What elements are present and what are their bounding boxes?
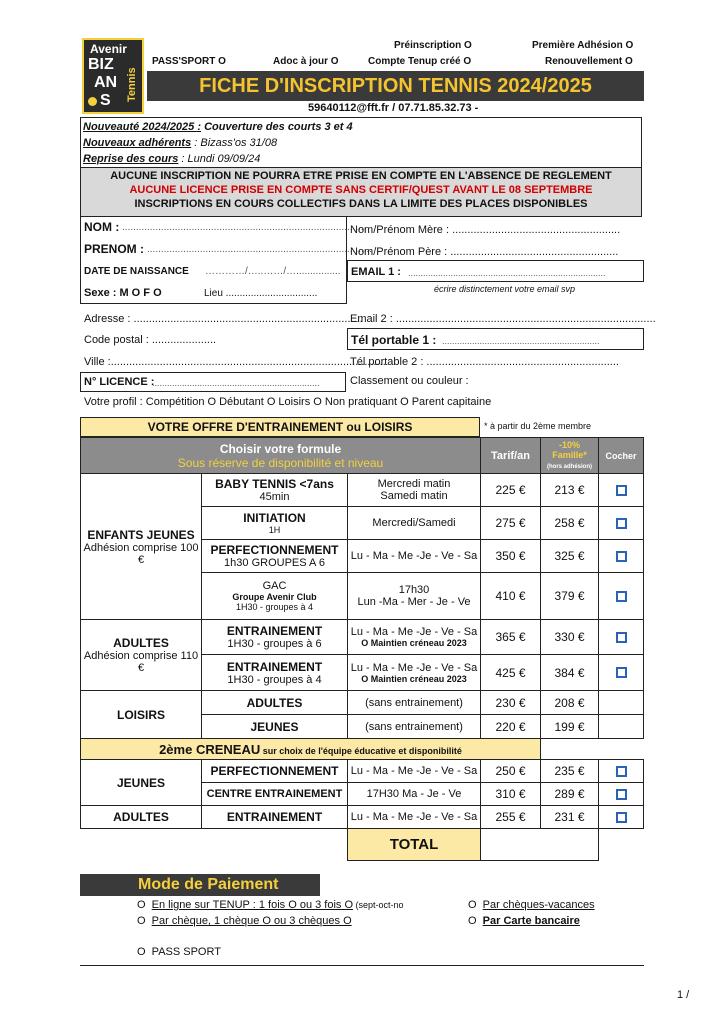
club-logo xyxy=(82,38,144,114)
premiere-adhesion-option[interactable]: Première Adhésion O xyxy=(532,40,634,51)
checkbox[interactable] xyxy=(616,789,627,800)
payment-online[interactable]: O En ligne sur TENUP : 1 fois O ou 3 fois O (sept-oct-no xyxy=(137,899,404,911)
logo-text: Avenir xyxy=(90,42,127,56)
choose-label: Choisir votre formule xyxy=(219,441,342,456)
formula-name: PERFECTIONNEMENT xyxy=(202,760,348,783)
schedule: Lu - Ma - Me -Je - Ve - Sa xyxy=(348,760,481,783)
news-label: Reprise des cours xyxy=(83,153,179,165)
warning-text: INSCRIPTIONS EN COURS COLLECTIFS DANS LA LIMITE DES PLACES DISPONIBLES xyxy=(134,198,588,210)
ville-field[interactable]: Ville :.......................................................................................... xyxy=(84,356,386,368)
news-label: Nouveaux adhérents xyxy=(83,137,192,149)
formula-sub: 1H xyxy=(268,525,281,535)
formula-sub: 45min xyxy=(259,491,290,503)
schedule: (sans entrainement) xyxy=(348,691,481,715)
payment-title: Mode de Paiement xyxy=(80,874,320,896)
licence-label: N° LICENCE : xyxy=(84,376,155,388)
group-enfants: ENFANTS JEUNES xyxy=(87,527,195,542)
adresse-field[interactable]: Adresse : ........................................................................... xyxy=(84,313,363,325)
offer-title: VOTRE OFFRE D'ENTRAINEMENT ou LOISIRS xyxy=(80,417,480,437)
total-label: TOTAL xyxy=(348,829,481,861)
payment-online-label: En ligne sur TENUP : 1 fois O ou 3 fois O xyxy=(151,899,354,911)
checkbox[interactable] xyxy=(616,518,627,529)
schedule: Lu - Ma - Me -Je - Ve - Sa xyxy=(348,540,481,573)
email1-field[interactable]: ............................................................................... xyxy=(408,268,606,278)
checkbox[interactable] xyxy=(616,485,627,496)
payment-online-months: (sept-oct-no xyxy=(353,900,404,910)
price: 250 € xyxy=(481,760,541,783)
formula-name: BABY TENNIS <7ans xyxy=(215,477,334,491)
price: 365 € xyxy=(481,620,541,655)
second-slot-sub: sur choix de l'équipe éducative et disponibilité xyxy=(260,745,462,756)
checkbox[interactable] xyxy=(616,632,627,643)
schedule: Lu - Ma - Me -Je - Ve - Sa xyxy=(350,626,478,638)
news-box xyxy=(80,117,642,169)
logo-text: BIZ xyxy=(88,56,114,73)
family-price: 330 € xyxy=(541,620,599,655)
formula-sub: 1H30 - groupes à 4 xyxy=(235,602,314,612)
second-slot-header xyxy=(81,739,644,760)
family-price: 199 € xyxy=(541,715,599,739)
formula-name: CENTRE ENTRAINEMENT xyxy=(202,783,348,806)
tel2-field[interactable]: Tél portable 2 : ............................................................... xyxy=(350,356,619,368)
schedule: 17H30 Ma - Je - Ve xyxy=(348,783,481,806)
group-adultes: ADULTES xyxy=(113,636,169,650)
email-note: écrire distinctement votre email svp xyxy=(434,284,576,294)
nom-label: NOM : xyxy=(84,220,120,234)
price: 410 € xyxy=(481,573,541,620)
payment-cheque[interactable]: O Par chèque, 1 chèque O ou 3 chèques O xyxy=(137,915,352,927)
warning-text: AUCUNE INSCRIPTION NE POURRA ETRE PRISE EN COMPTE EN L'ABSENCE DE REGLEMENT xyxy=(110,170,612,182)
nom-field[interactable]: ........................................................................................ xyxy=(122,222,367,233)
famille-header: -10% Famille* xyxy=(552,439,587,460)
logo-text: AN xyxy=(94,74,118,91)
hors-label: (hors adhésion) xyxy=(546,463,592,470)
checkbox[interactable] xyxy=(616,812,627,823)
family-price: 235 € xyxy=(541,760,599,783)
family-price: 231 € xyxy=(541,806,599,829)
formula-name: PERFECTIONNEMENT xyxy=(210,543,339,557)
group-loisirs: LOISIRS xyxy=(81,691,202,739)
table-row xyxy=(81,474,644,507)
family-price: 213 € xyxy=(541,474,599,507)
group-jeunes: JEUNES xyxy=(81,760,202,806)
group-enfants-sub: Adhésion comprise 100 € xyxy=(83,541,199,566)
schedule: (sans entrainement) xyxy=(348,715,481,739)
price: 275 € xyxy=(481,507,541,540)
page-title: FICHE D'INSCRIPTION TENNIS 2024/2025 xyxy=(147,71,644,101)
family-price: 208 € xyxy=(541,691,599,715)
classement-field[interactable]: Classement ou couleur : xyxy=(350,375,469,387)
naissance-field[interactable]: …………/…..……/…................ xyxy=(205,266,341,277)
warning-text: AUCUNE LICENCE PRISE EN COMPTE SANS CERTIF/QUEST AVANT LE 08 SEPTEMBRE xyxy=(129,184,593,196)
prenom-label: PRENOM : xyxy=(84,242,144,256)
second-slot-title: 2ème CRENEAU xyxy=(159,741,261,757)
prenom-field[interactable]: ................................................................................. xyxy=(147,244,373,255)
formula-name: ENTRAINEMENT xyxy=(226,659,323,674)
pere-field[interactable]: Nom/Prénom Père : ....................................................... xyxy=(350,246,619,258)
price: 350 € xyxy=(481,540,541,573)
formula-name: ADULTES xyxy=(202,691,348,715)
group-adultes-sub: Adhésion comprise 110 € xyxy=(83,650,199,674)
table-row xyxy=(81,760,644,783)
news-label: Nouveauté 2024/2025 : xyxy=(83,121,202,133)
preinscription-option[interactable]: Préinscription O xyxy=(394,40,472,51)
maintien-option[interactable]: O Maintien créneau 2023 xyxy=(361,673,467,684)
adoc-option[interactable]: Adoc à jour O xyxy=(273,56,339,67)
schedule: Lun -Ma - Mer - Je - Ve xyxy=(357,596,471,608)
email1-label: EMAIL 1 : xyxy=(351,266,401,278)
tel1-field[interactable]: ............................................................... xyxy=(442,336,600,346)
table-header xyxy=(81,438,644,474)
logo-text: S xyxy=(100,92,111,109)
contact-info: 59640112@fft.fr / 07.71.85.32.73 - xyxy=(308,102,479,114)
price: 225 € xyxy=(481,474,541,507)
family-price: 258 € xyxy=(541,507,599,540)
family-price: 379 € xyxy=(541,573,599,620)
price: 310 € xyxy=(481,783,541,806)
offer-note: * à partir du 2ème membre xyxy=(484,421,592,431)
table-row xyxy=(81,620,644,655)
pass-sport-option[interactable]: PASS'SPORT O xyxy=(152,56,226,67)
payment-carte[interactable]: O Par Carte bancaire xyxy=(468,915,580,927)
price: 425 € xyxy=(481,655,541,691)
total-value[interactable] xyxy=(481,829,599,861)
checkbox[interactable] xyxy=(616,551,627,562)
schedule: Lu - Ma - Me -Je - Ve - Sa xyxy=(348,806,481,829)
family-price: 384 € xyxy=(541,655,599,691)
reserve-label: Sous réserve de disponibilité et niveau xyxy=(177,455,384,470)
logo-text: Tennis xyxy=(126,67,138,102)
tennis-ball-icon xyxy=(88,97,97,106)
naissance-label: DATE DE NAISSANCE xyxy=(84,266,189,277)
page-number: 1 / xyxy=(677,989,690,1001)
payment-pass-label: PASS SPORT xyxy=(151,946,221,958)
price: 220 € xyxy=(481,715,541,739)
price: 255 € xyxy=(481,806,541,829)
mere-field[interactable]: Nom/Prénom Mère : ....................................................... xyxy=(350,224,621,236)
news-text: : Lundi 09/09/24 xyxy=(178,153,261,165)
offers-table xyxy=(80,437,644,861)
schedule: Lu - Ma - Me -Je - Ve - Sa xyxy=(350,661,478,674)
payment-carte-label: Par Carte bancaire xyxy=(482,915,580,927)
cocher-header: Cocher xyxy=(599,438,644,474)
lieu-field[interactable]: Lieu ................................. xyxy=(204,288,318,299)
checkbox[interactable] xyxy=(616,591,627,602)
family-price: 289 € xyxy=(541,783,599,806)
formula-sub: 1h30 GROUPES A 6 xyxy=(224,557,325,569)
schedule: Samedi matin xyxy=(380,490,448,502)
licence-field[interactable]: ................................................................... xyxy=(152,378,320,388)
warning-box xyxy=(80,167,642,217)
formula-sub: 1H30 - groupes à 6 xyxy=(227,638,322,650)
tarif-header: Tarif/an xyxy=(481,438,541,474)
formula-sub: Groupe Avenir Club xyxy=(232,592,317,602)
schedule: Mercredi matin xyxy=(377,478,451,490)
formula-name: GAC xyxy=(262,580,287,592)
code-postal-field[interactable]: Code postal : ..................... xyxy=(84,334,217,346)
table-row xyxy=(81,806,644,829)
formula-name: JEUNES xyxy=(202,715,348,739)
formula-sub: 1H30 - groupes à 4 xyxy=(227,673,322,686)
schedule: 17h30 xyxy=(398,584,430,596)
divider xyxy=(80,965,644,966)
group-adultes: ADULTES xyxy=(81,806,202,829)
formula-name: INITIATION xyxy=(243,511,306,525)
price: 230 € xyxy=(481,691,541,715)
payment-cv-label: Par chèques-vacances xyxy=(482,899,595,911)
sexe-options[interactable]: Sexe : M O F O xyxy=(84,287,162,299)
payment-cheque-label: Par chèque, 1 chèque O ou 3 chèques O xyxy=(151,915,352,927)
checkbox[interactable] xyxy=(616,766,627,777)
total-row xyxy=(81,829,644,861)
news-text: Couverture des courts 3 et 4 xyxy=(201,121,353,133)
schedule: Mercredi/Samedi xyxy=(348,507,481,540)
news-text: : Bizass'os 31/08 xyxy=(191,137,278,149)
table-row xyxy=(81,691,644,715)
payment-pass-sport[interactable]: O PASS SPORT xyxy=(137,946,221,958)
tenup-option[interactable]: Compte Tenup créé O xyxy=(368,56,472,67)
formula-name: ENTRAINEMENT xyxy=(202,806,348,829)
checkbox[interactable] xyxy=(616,667,627,678)
email2-field[interactable]: Email 2 : ..................................................................................... xyxy=(350,313,656,325)
formula-name: ENTRAINEMENT xyxy=(226,624,323,638)
maintien-option[interactable]: O Maintien créneau 2023 xyxy=(361,638,467,648)
payment-cheques-vacances[interactable]: O Par chèques-vacances xyxy=(468,899,595,911)
tel1-label: Tél portable 1 : xyxy=(351,333,437,347)
renouvellement-option[interactable]: Renouvellement O xyxy=(545,56,633,67)
family-price: 325 € xyxy=(541,540,599,573)
profil-options[interactable]: Votre profil : Compétition O Débutant O Loisirs O Non pratiquant O Parent capitaine xyxy=(84,396,492,408)
